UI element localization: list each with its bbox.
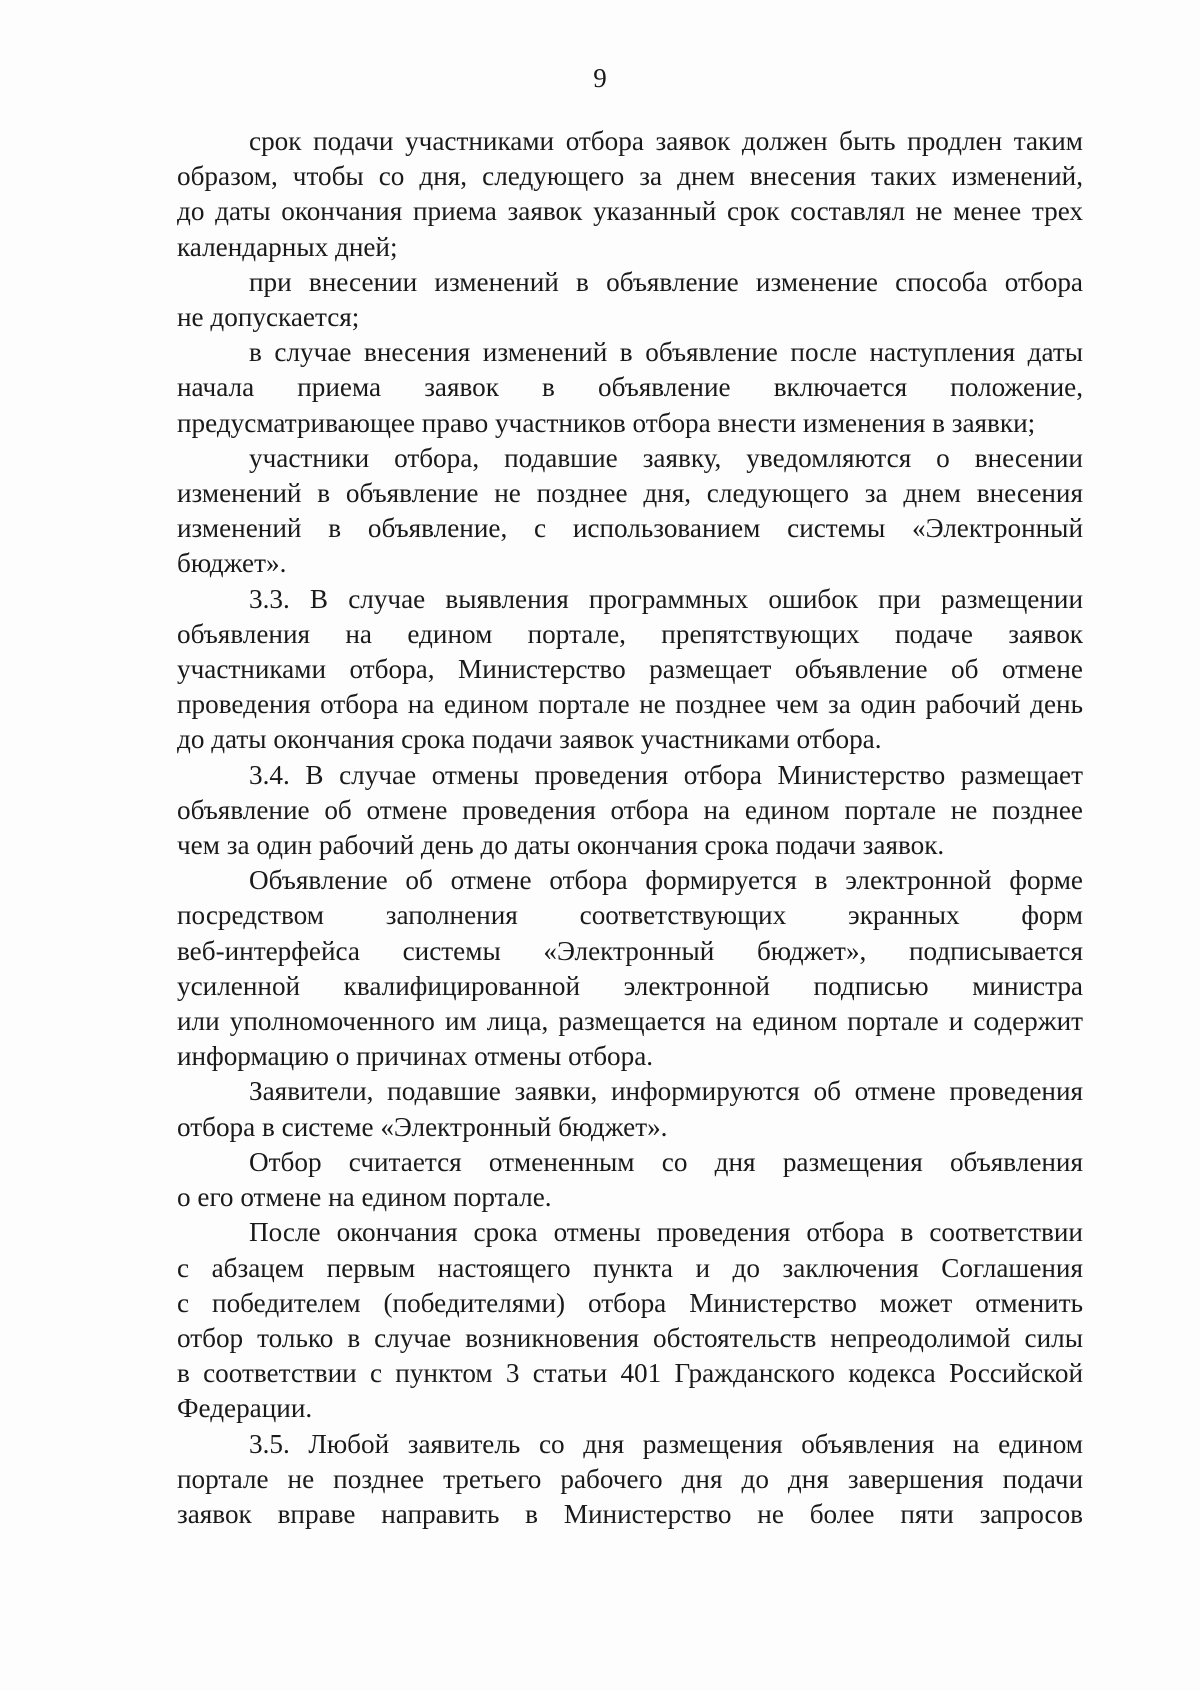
text-line: информацию о причинах отмены отбора. — [177, 1041, 654, 1072]
text-line: с абзацем первым настоящего пункта и до заключения Соглашения — [177, 1252, 1083, 1283]
text-line: участники отбора, подавшие заявку, уведомляются о внесении — [249, 442, 1083, 473]
text-line: участниками отбора, Министерство размещает объявление об отмене — [177, 654, 1083, 685]
text-line: с победителем (победителями) отбора Министерство может отменить — [177, 1287, 1083, 1318]
text-line: бюджет». — [177, 548, 287, 579]
text-line: в случае внесения изменений в объявление после наступления даты — [249, 337, 1083, 368]
text-line: портале не позднее третьего рабочего дня до дня завершения подачи — [177, 1463, 1083, 1494]
text-line: изменений в объявление, с использованием системы «Электронный — [177, 513, 1083, 544]
text-line: в соответствии с пунктом 3 статьи 401 Гражданского кодекса Российской — [177, 1358, 1083, 1389]
text-line: начала приема заявок в объявление включается положение, — [177, 372, 1083, 403]
text-line: образом, чтобы со дня, следующего за днем внесения таких изменений, — [177, 161, 1083, 192]
text-line: календарных дней; — [177, 231, 398, 262]
text-line: проведения отбора на едином портале не позднее чем за один рабочий день — [177, 689, 1083, 720]
text-line: до даты окончания приема заявок указанный срок составлял не менее трех — [177, 196, 1083, 227]
text-line: После окончания срока отмены проведения отбора в соответствии — [249, 1217, 1083, 1248]
paragraph — [177, 265, 1083, 335]
text-line: при внесении изменений в объявление изменение способа отбора — [249, 266, 1083, 297]
text-line: срок подачи участниками отбора заявок должен быть продлен таким — [249, 126, 1083, 156]
text-line: Федерации. — [177, 1393, 313, 1424]
paragraph — [177, 1427, 1083, 1533]
paragraph — [177, 1145, 1083, 1215]
text-line: не допускается; — [177, 302, 360, 333]
paragraph — [177, 863, 1083, 1074]
text-line: Заявители, подавшие заявки, информируются об отмене проведения — [249, 1076, 1083, 1107]
text-line: посредством заполнения соответствующих экранных форм — [177, 900, 1083, 931]
text-line: 3.5. Любой заявитель со дня размещения объявления на едином — [249, 1428, 1083, 1459]
text-line: Объявление об отмене отбора формируется в электронной форме — [249, 865, 1083, 896]
text-line: предусматривающее право участников отбора внести изменения в заявки; — [177, 407, 1036, 438]
text-line: изменений в объявление не позднее дня, следующего за днем внесения — [177, 478, 1083, 509]
text-line: до даты окончания срока подачи заявок участниками отбора. — [177, 724, 882, 755]
text-line: объявление об отмене проведения отбора на едином портале не позднее — [177, 794, 1083, 825]
text-line: отбор только в случае возникновения обстоятельств непреодолимой силы — [177, 1322, 1083, 1353]
text-line: 3.4. В случае отмены проведения отбора Министерство размещает — [249, 759, 1083, 790]
text-line: или уполномоченного им лица, размещается на едином портале и содержит — [177, 1006, 1083, 1037]
text-line: веб-интерфейса системы «Электронный бюджет», подписывается — [177, 935, 1083, 966]
paragraph — [177, 124, 1083, 265]
text-line: 3.3. В случае выявления программных ошибок при размещении — [249, 583, 1083, 614]
paragraph — [177, 1215, 1083, 1426]
text-line: Отбор считается отмененным со дня размещения объявления — [249, 1146, 1083, 1177]
page-number: 9 — [593, 63, 607, 93]
text-line: отбора в системе «Электронный бюджет». — [177, 1111, 668, 1142]
paragraph — [177, 335, 1083, 441]
paragraph — [177, 441, 1083, 582]
text-line: заявок вправе направить в Министерство не более пяти запросов — [177, 1498, 1083, 1529]
text-line: о его отмене на едином портале. — [177, 1182, 552, 1213]
text-line: объявления на едином портале, препятствующих подаче заявок — [177, 618, 1083, 649]
paragraph — [177, 582, 1083, 758]
paragraph — [177, 1074, 1083, 1144]
paragraph — [177, 758, 1083, 864]
document-body — [177, 124, 1083, 1532]
text-line: чем за один рабочий день до даты окончания срока подачи заявок. — [177, 830, 945, 861]
text-line: усиленной квалифицированной электронной подписью министра — [177, 970, 1083, 1001]
